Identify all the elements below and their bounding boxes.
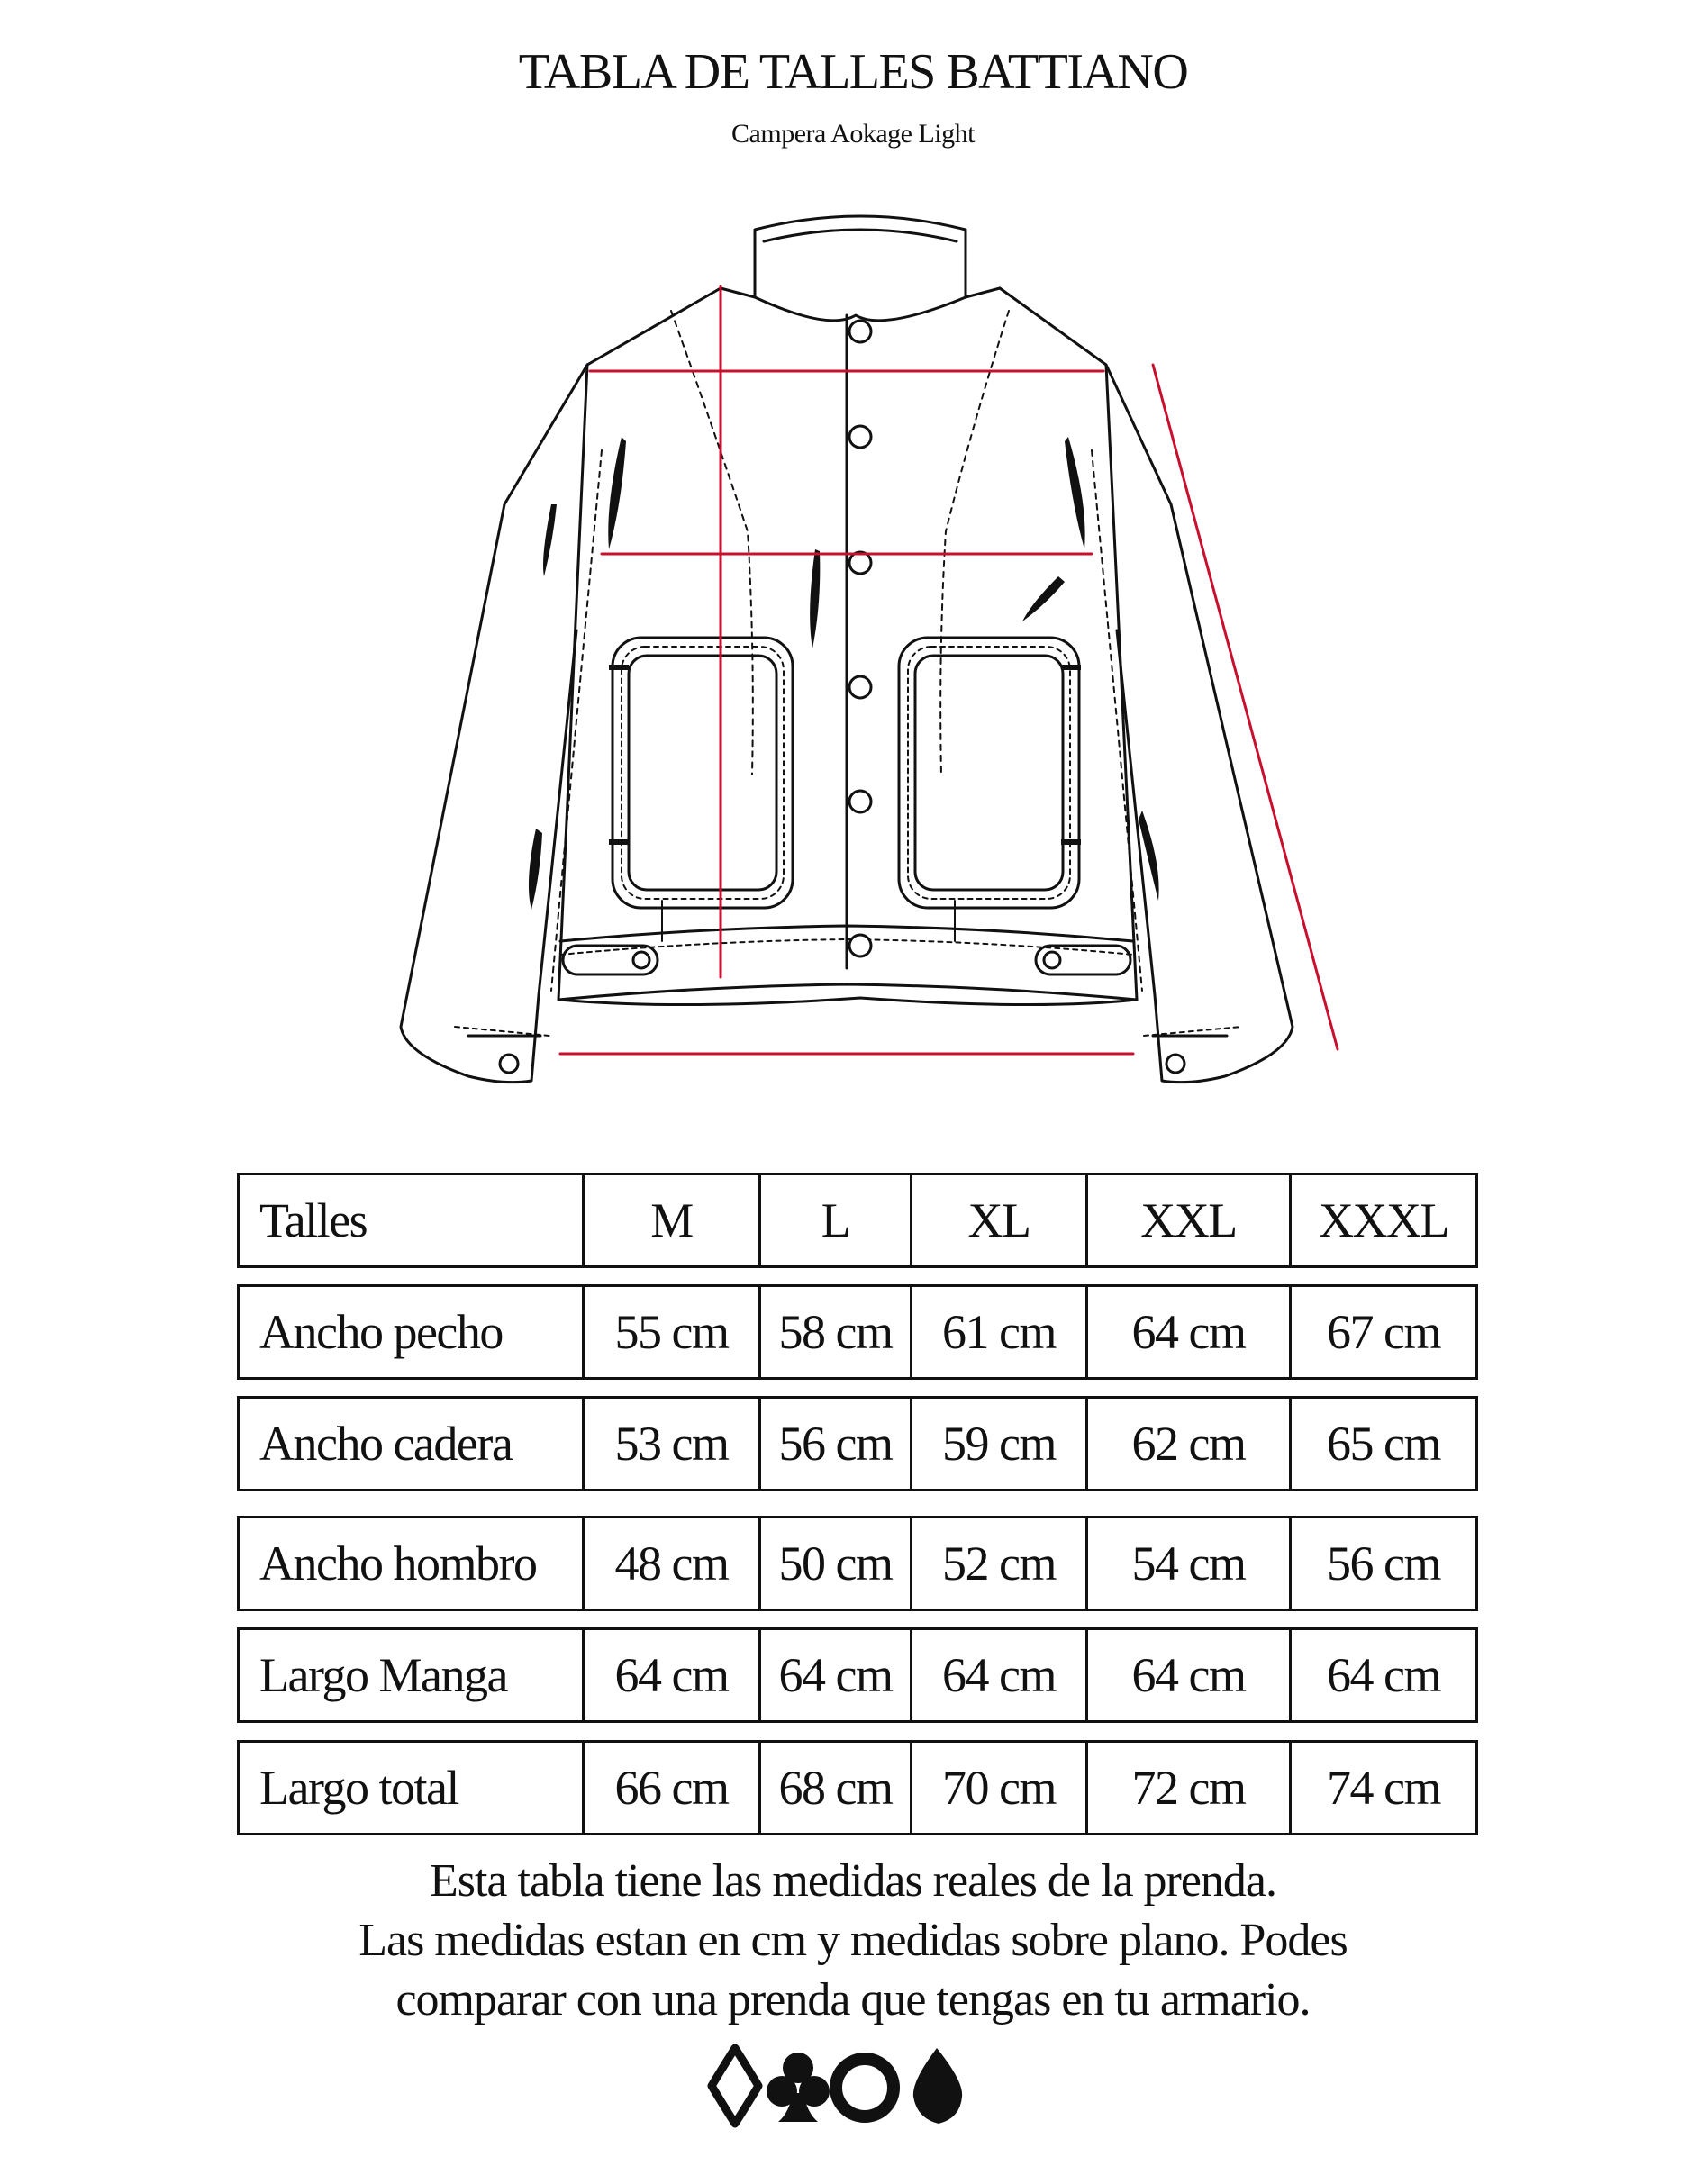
value-cell: 62 cm xyxy=(1085,1399,1289,1489)
value-cell: 58 cm xyxy=(758,1287,910,1377)
value-cell: 55 cm xyxy=(582,1287,758,1377)
page-title: TABLA DE TALLES BATTIANO xyxy=(518,44,1188,100)
size-header-cell: XL xyxy=(910,1175,1085,1265)
size-header-cell: XXL xyxy=(1085,1175,1289,1265)
value-cell: 70 cm xyxy=(910,1743,1085,1833)
size-header-cell: L xyxy=(758,1175,910,1265)
note-line: Esta tabla tiene las medidas reales de la prenda. xyxy=(429,1855,1276,1907)
value-cell: 64 cm xyxy=(1289,1630,1475,1720)
header-label-cell: Talles xyxy=(259,1193,368,1247)
note-line: Las medidas estan en cm y medidas sobre plano. Podes xyxy=(358,1915,1348,1966)
note-line: comparar con una prenda que tengas en tu armario. xyxy=(395,1974,1311,2025)
value-cell: 64 cm xyxy=(758,1630,910,1720)
row-label-cell: Ancho hombro xyxy=(259,1536,537,1590)
value-cell: 74 cm xyxy=(1289,1743,1475,1833)
table-row xyxy=(237,1740,1478,1835)
value-cell: 50 cm xyxy=(758,1518,910,1609)
battiano-card-suits-logo-icon xyxy=(703,2041,991,2131)
value-cell: 53 cm xyxy=(582,1399,758,1489)
value-cell: 54 cm xyxy=(1085,1518,1289,1609)
value-cell: 56 cm xyxy=(1289,1518,1475,1609)
value-cell: 64 cm xyxy=(1085,1630,1289,1720)
value-cell: 59 cm xyxy=(910,1399,1085,1489)
value-cell: 48 cm xyxy=(582,1518,758,1609)
value-cell: 64 cm xyxy=(582,1630,758,1720)
size-header-cell: M xyxy=(582,1175,758,1265)
table-row xyxy=(237,1627,1478,1723)
value-cell: 66 cm xyxy=(582,1743,758,1833)
value-cell: 61 cm xyxy=(910,1287,1085,1377)
value-cell: 68 cm xyxy=(758,1743,910,1833)
value-cell: 65 cm xyxy=(1289,1399,1475,1489)
product-name: Campera Aokage Light xyxy=(731,119,975,149)
value-cell: 64 cm xyxy=(910,1630,1085,1720)
row-label-cell: Ancho cadera xyxy=(259,1417,513,1471)
size-header-cell: XXXL xyxy=(1289,1175,1475,1265)
value-cell: 64 cm xyxy=(1085,1287,1289,1377)
row-label-cell: Ancho pecho xyxy=(259,1305,503,1359)
value-cell: 72 cm xyxy=(1085,1743,1289,1833)
table-row xyxy=(237,1284,1478,1380)
value-cell: 56 cm xyxy=(758,1399,910,1489)
row-label-cell: Largo total xyxy=(259,1761,458,1815)
row-label-cell: Largo Manga xyxy=(259,1648,507,1702)
table-row xyxy=(237,1396,1478,1491)
value-cell: 67 cm xyxy=(1289,1287,1475,1377)
table-header-row xyxy=(237,1173,1478,1268)
table-row xyxy=(237,1516,1478,1611)
measurement-notes xyxy=(0,1852,1706,2030)
value-cell: 52 cm xyxy=(910,1518,1085,1609)
